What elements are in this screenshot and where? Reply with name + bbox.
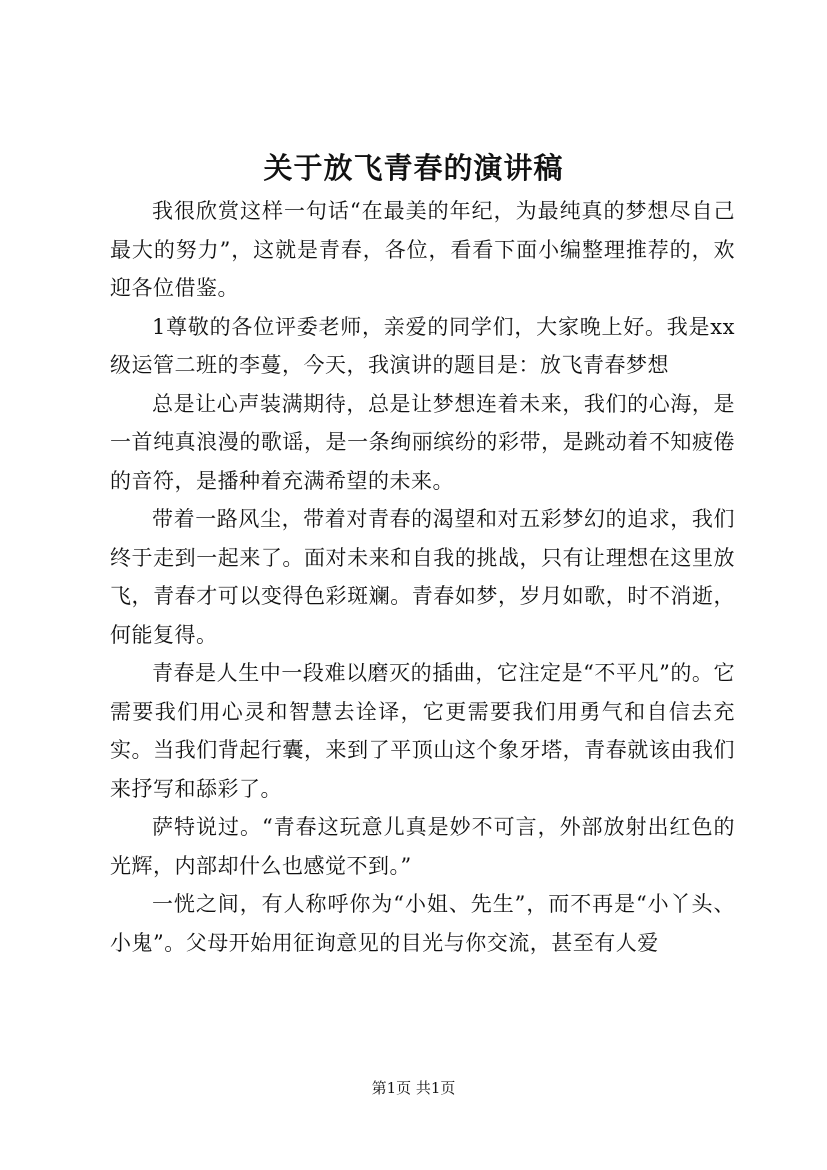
page-number-footer: 第1页 共1页: [371, 1079, 456, 1097]
paragraph-intro: 我很欣赏这样一句话“在最美的年纪，为最纯真的梦想尽自己最大的努力”，这就是青春，各位，看看下面小编整理推荐的，欢迎各位借鉴。: [110, 199, 735, 300]
paragraph-heart: 总是让心声装满期待，总是让梦想连着未来，我们的心海，是一首纯真浪漫的歌谣，是一条绚丽缤纷的彩带，是跳动着不知疲倦的音符，是播种着充满希望的未来。: [110, 391, 735, 493]
paragraph-journey: 带着一路风尘，带着对青春的渴望和对五彩梦幻的追求，我们终于走到一起来了。面对未来和自我的挑战，只有让理想在这里放飞，青春才可以变得色彩斑斓。青春如梦，岁月如歌，时不消逝，何能复得。: [110, 507, 735, 647]
document-title: 关于放飞青春的演讲稿: [263, 151, 564, 185]
paragraph-moment: 一恍之间，有人称呼你为“小姐、先生”，而不再是“小丫头、小鬼”。父母开始用征询意见的目光与你交流，甚至有人爱: [110, 892, 735, 955]
paragraph-sartre-quote: 萨特说过。“青春这玩意儿真是妙不可言，外部放射出红色的光辉，内部却什么也感觉不到。”: [110, 815, 735, 878]
paragraph-greeting: 1尊敬的各位评委老师，亲爱的同学们，大家晚上好。我是xx级运管二班的李蔓，今天，我演讲的题目是：放飞青春梦想: [110, 314, 735, 377]
document-body: [110, 192, 735, 962]
paragraph-interlude: 青春是人生中一段难以磨灭的插曲，它注定是“不平凡”的。它需要我们用心灵和智慧去诠译，它更需要我们用勇气和自信去充实。当我们背起行囊，来到了平顶山这个象牙塔，青春就该由我们来抒写和舔彩了。: [110, 661, 735, 801]
